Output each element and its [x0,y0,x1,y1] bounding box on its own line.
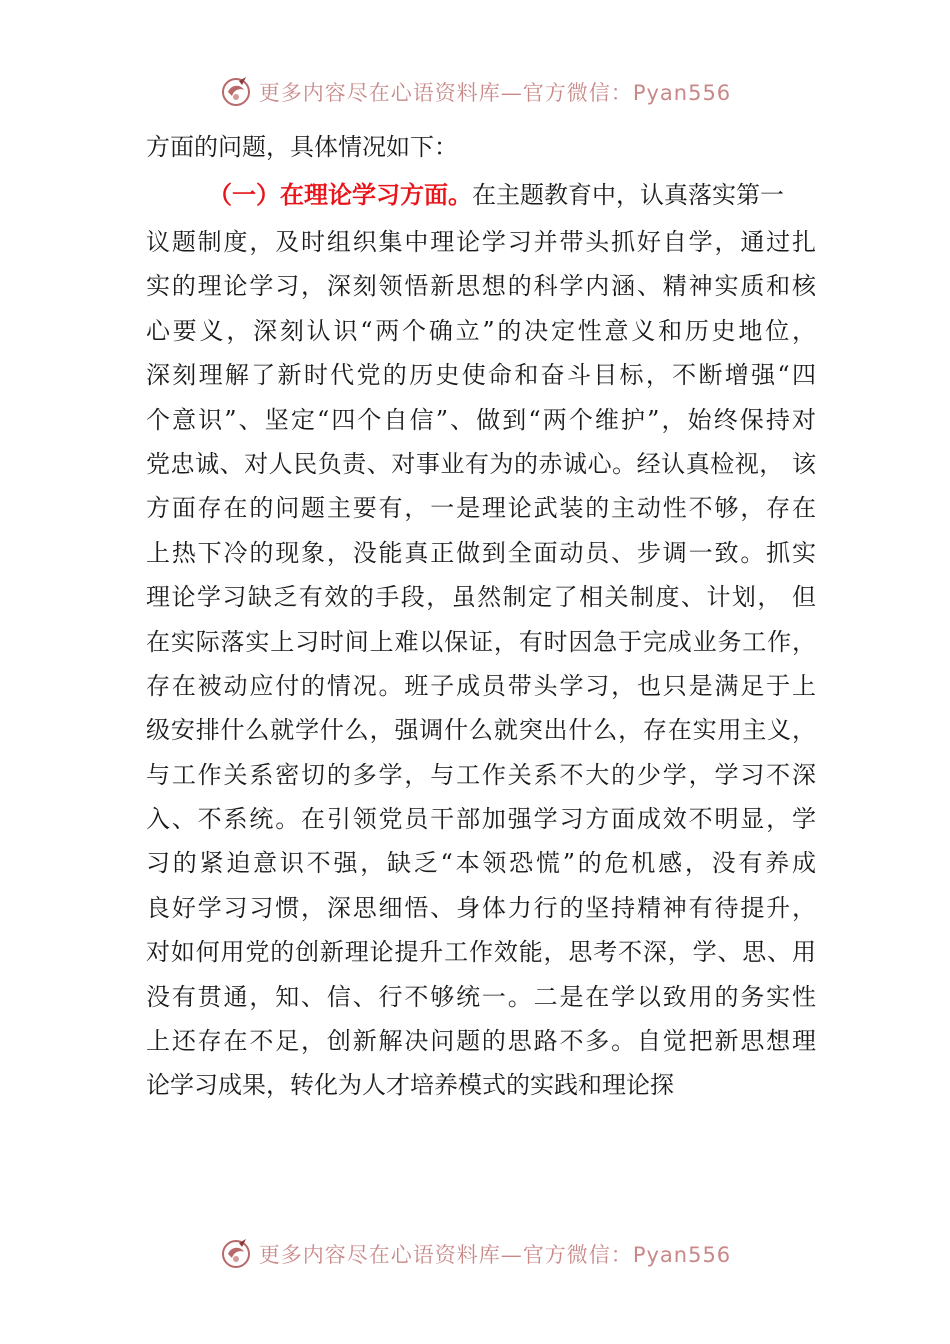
paragraph-line: 与工作关系密切的多学，与工作关系不大的少学，学习不深 [146,760,816,789]
paragraph-line: 上热下冷的现象，没能真正做到全面动员、步调一致。抓实 [146,538,816,567]
paragraph-line: 深刻理解了新时代党的历史使命和奋斗目标，不断增强“四 [146,361,816,390]
watermark-text: 更多内容尽在心语资料库—官方微信：Pyan556 [258,81,732,105]
paragraph-line: 级安排什么就学什么，强调什么就突出什么，存在实用主义， [146,716,816,745]
footer-watermark [0,1234,950,1274]
paragraph-line: 个意识”、坚定“四个自信”、做到“两个维护”，始终保持对 [146,405,816,434]
section-heading: （一）在理论学习方面。 [208,181,472,209]
header-watermark [0,72,950,112]
paragraph-line: 对如何用党的创新理论提升工作效能，思考不深，学、思、用 [146,938,816,967]
logo-icon [219,75,253,109]
paragraph-line: 上还存在不足，创新解决问题的思路不多。自觉把新思想理 [146,1027,816,1056]
wechat-id: Pyan556 [632,1243,732,1267]
wechat-id: Pyan556 [632,81,732,105]
section-first-text: 在主题教育中，认真落实第一 [472,181,784,209]
document-body [146,124,816,1108]
logo-icon [219,1237,253,1271]
paragraph-line: 议题制度，及时组织集中理论学习并带头抓好自学，通过扎 [146,228,816,256]
section-heading-line [146,170,816,220]
paragraph-line: 方面存在的问题主要有，一是理论武装的主动性不够，存在 [146,494,816,523]
paragraph-line: 良好学习习惯，深思细悟、身体力行的坚持精神有待提升， [146,893,816,922]
paragraph-line: 心要义，深刻认识“两个确立”的决定性意义和历史地位， [146,316,816,345]
paragraph-line: 没有贯通，知、信、行不够统一。二是在学以致用的务实性 [146,982,816,1011]
paragraph-line: 入、不系统。在引领党员干部加强学习方面成效不明显，学 [146,805,816,834]
intro-line: 方面的问题，具体情况如下： [146,133,458,161]
watermark-text: 更多内容尽在心语资料库—官方微信：Pyan556 [258,1243,732,1267]
paragraph-line: 实的理论学习，深刻领悟新思想的科学内涵、精神实质和核 [146,272,816,301]
paragraph-line: 在实际落实上习时间上难以保证，有时因急于完成业务工作， [146,627,816,656]
paragraph-line: 存在被动应付的情况。班子成员带头学习，也只是满足于上 [146,671,816,700]
paragraph-line: 习的紧迫意识不强，缺乏“本领恐慌”的危机感，没有养成 [146,849,816,878]
paragraph-line: 党忠诚、对人民负责、对事业有为的赤诚心。经认真检视， 该 [146,449,816,478]
paragraph-line: 理论学习缺乏有效的手段，虽然制定了相关制度、计划， 但 [146,583,816,612]
paragraph-line-last: 论学习成果，转化为人才培养模式的实践和理论探 [146,1071,674,1100]
